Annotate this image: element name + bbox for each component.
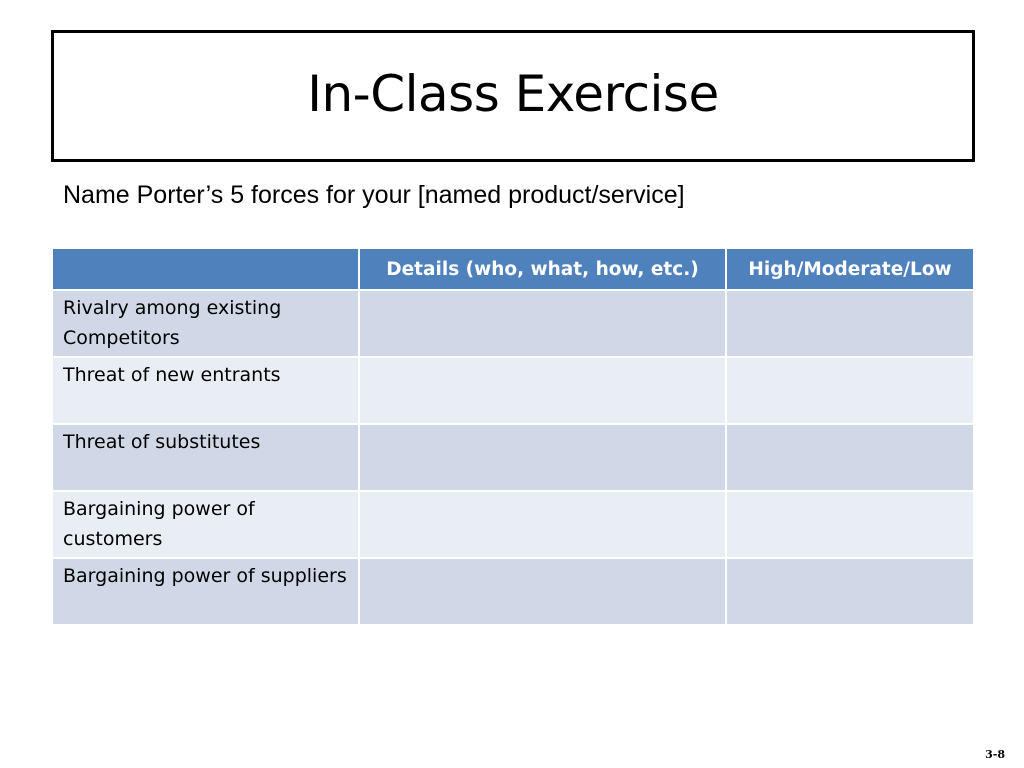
level-cell[interactable]	[726, 424, 974, 491]
force-name-cell: Threat of substitutes	[52, 424, 359, 491]
table-row	[52, 290, 974, 357]
table-row	[52, 491, 974, 558]
details-cell[interactable]	[359, 290, 726, 357]
slide-title: In-Class Exercise	[307, 65, 719, 123]
table-header-row	[52, 248, 974, 290]
porter-forces-table	[51, 247, 975, 626]
level-cell[interactable]	[726, 491, 974, 558]
instruction-text: Name Porter’s 5 forces for your [named product/service]	[63, 181, 685, 209]
force-name-cell: Bargaining power of customers	[52, 491, 359, 558]
header-force	[52, 248, 359, 290]
page-number: 3-8	[985, 748, 1005, 761]
force-name-cell: Rivalry among existing Competitors	[52, 290, 359, 357]
force-name-cell: Bargaining power of suppliers	[52, 558, 359, 625]
details-cell[interactable]	[359, 357, 726, 424]
details-cell[interactable]	[359, 424, 726, 491]
details-cell[interactable]	[359, 558, 726, 625]
header-details: Details (who, what, how, etc.)	[359, 248, 726, 290]
table-row	[52, 558, 974, 625]
force-name-cell: Threat of new entrants	[52, 357, 359, 424]
header-level: High/Moderate/Low	[726, 248, 974, 290]
title-box	[51, 30, 975, 162]
details-cell[interactable]	[359, 491, 726, 558]
level-cell[interactable]	[726, 290, 974, 357]
table-row	[52, 357, 974, 424]
level-cell[interactable]	[726, 558, 974, 625]
table-row	[52, 424, 974, 491]
level-cell[interactable]	[726, 357, 974, 424]
